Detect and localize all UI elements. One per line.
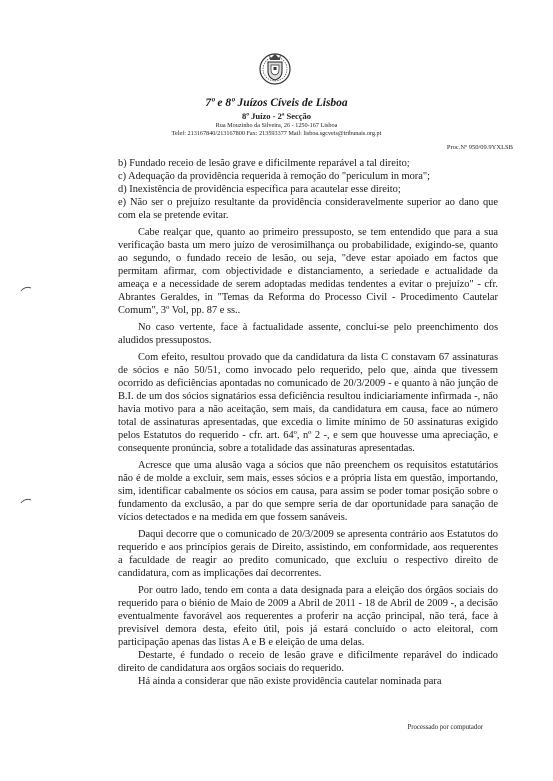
paragraph: b) Fundado receio de lesão grave e dificilmente reparável a tal direito; (118, 158, 410, 169)
paragraph: c) Adequação da providência requerida à remoção do "periculum in mora"; (118, 171, 430, 182)
court-section: 8º Juízo - 2ª Secção (241, 111, 312, 121)
process-number: Proc.Nº 950/09.9YXLSB (446, 144, 513, 151)
margin-mark (20, 497, 32, 505)
paragraph: Com efeito, resultou provado que da candidatura da lista C constavam 67 assinaturas de sócios e não 50/51, como invocado pelo requerido, pelo que, ainda que tivessem ocorrido as deficiências apontadas no comunicado de 20/3/2009 - e quanto à não junção de B.I. de um dos sócios signatários essa deficiência resultou indiciariamente infirmada -, não havia motivo para a não aceitação, sem mais, da candidatura em causa, face ao número total de assinaturas apresentadas, que excedia o limite mínimo de 50 assinaturas exigido pelos Estatutos do requerido - cfr. art. 64º, nº 2 -, e sem que houvesse uma apreciação, e consequente pronúncia, sobre a totalidade das assinaturas apresentadas. (118, 352, 498, 454)
paragraph: d) Inexistência de providência específica para acautelar esse direito; (118, 184, 401, 195)
court-title: 7º e 8º Juízos Cíveis de Lisboa (205, 97, 348, 109)
paragraph: Acresce que uma alusão vaga a sócios que não preenchem os requisitos estatutários não é de molde a excluir, sem mais, esses sócios e a própria lista em questão, importando, sim, identificar cabalmente os sócios em causa, para assim se poder tomar posição sobre o fundamento da exclusão, a par do que sempre seria de dar oportunidade para sanação de vícios detectados e na medida em que fossem sanáveis. (118, 460, 498, 523)
paragraph: Destarte, é fundado o receio de lesão grave e dificilmente reparável do indicado direito de candidatura aos orgãos sociais do requerido. (118, 650, 498, 674)
court-address: Rua Mouzinho da Silveira, 26 - 1250-167 Lisboa (215, 122, 338, 129)
paragraph: Cabe realçar que, quanto ao primeiro pressuposto, se tem entendido que para a sua verificação basta um mero juízo de verosimilhança ou probabilidade, exigindo-se, quanto ao segundo, o fundado receio de lesão, ou seja, "deve estar apoiado em factos que permitam afirmar, com objectividade e distanciamento, a seriedade e actualidade da ameaça e a necessidade de serem adoptadas medidas tendentes a evitar o prejuízo" - cfr. Abrantes Geraldes, in "Temas da Reforma do Processo Civil - Procedimento Cautelar Comum", 3º Vol, pp. 87 e ss.. (118, 227, 498, 316)
paragraph: No caso vertente, face à factualidade assente, conclui-se pelo preenchimento dos aludidos pressupostos. (118, 322, 498, 346)
coat-of-arms-icon (257, 48, 293, 88)
margin-mark (20, 285, 32, 293)
paragraph: Por outro lado, tendo em conta a data designada para a eleição dos órgãos sociais do requerido para o biénio de Maio de 2009 a Abril de 2011 - 18 de Abril de 2009 -, a decisão eventualmente favorável aos requerentes a proferir na acção principal, não terá, face à previsível demora desta, efeito útil, pois já estará concluído o acto eleitoral, com participação apenas das listas A e B e eleição de uma delas. (118, 585, 498, 648)
document-body (118, 157, 498, 688)
paragraph: Há ainda a considerar que não existe providência cautelar nominada para (138, 676, 442, 687)
court-contacts: Telef: 213167840/213167800 Fax: 213593377 Mail: lisboa.sgcveis@tribunais.org.pt (171, 130, 382, 137)
paragraph: Daqui decorre que o comunicado de 20/3/2009 se apresenta contrário aos Estatutos do requerido e aos princípios gerais de Direito, assistindo, em conformidade, aos requerentes a faculdade de reagir ao predito comunicado, que excluiu o respectivo direito de candidatura, com as implicações daí decorrentes. (118, 529, 498, 579)
footer-note: Processado por computador (407, 724, 483, 731)
paragraph: e) Não ser o prejuízo resultante da providência consideravelmente superior ao dano que com ela se pretende evitar. (118, 197, 498, 221)
